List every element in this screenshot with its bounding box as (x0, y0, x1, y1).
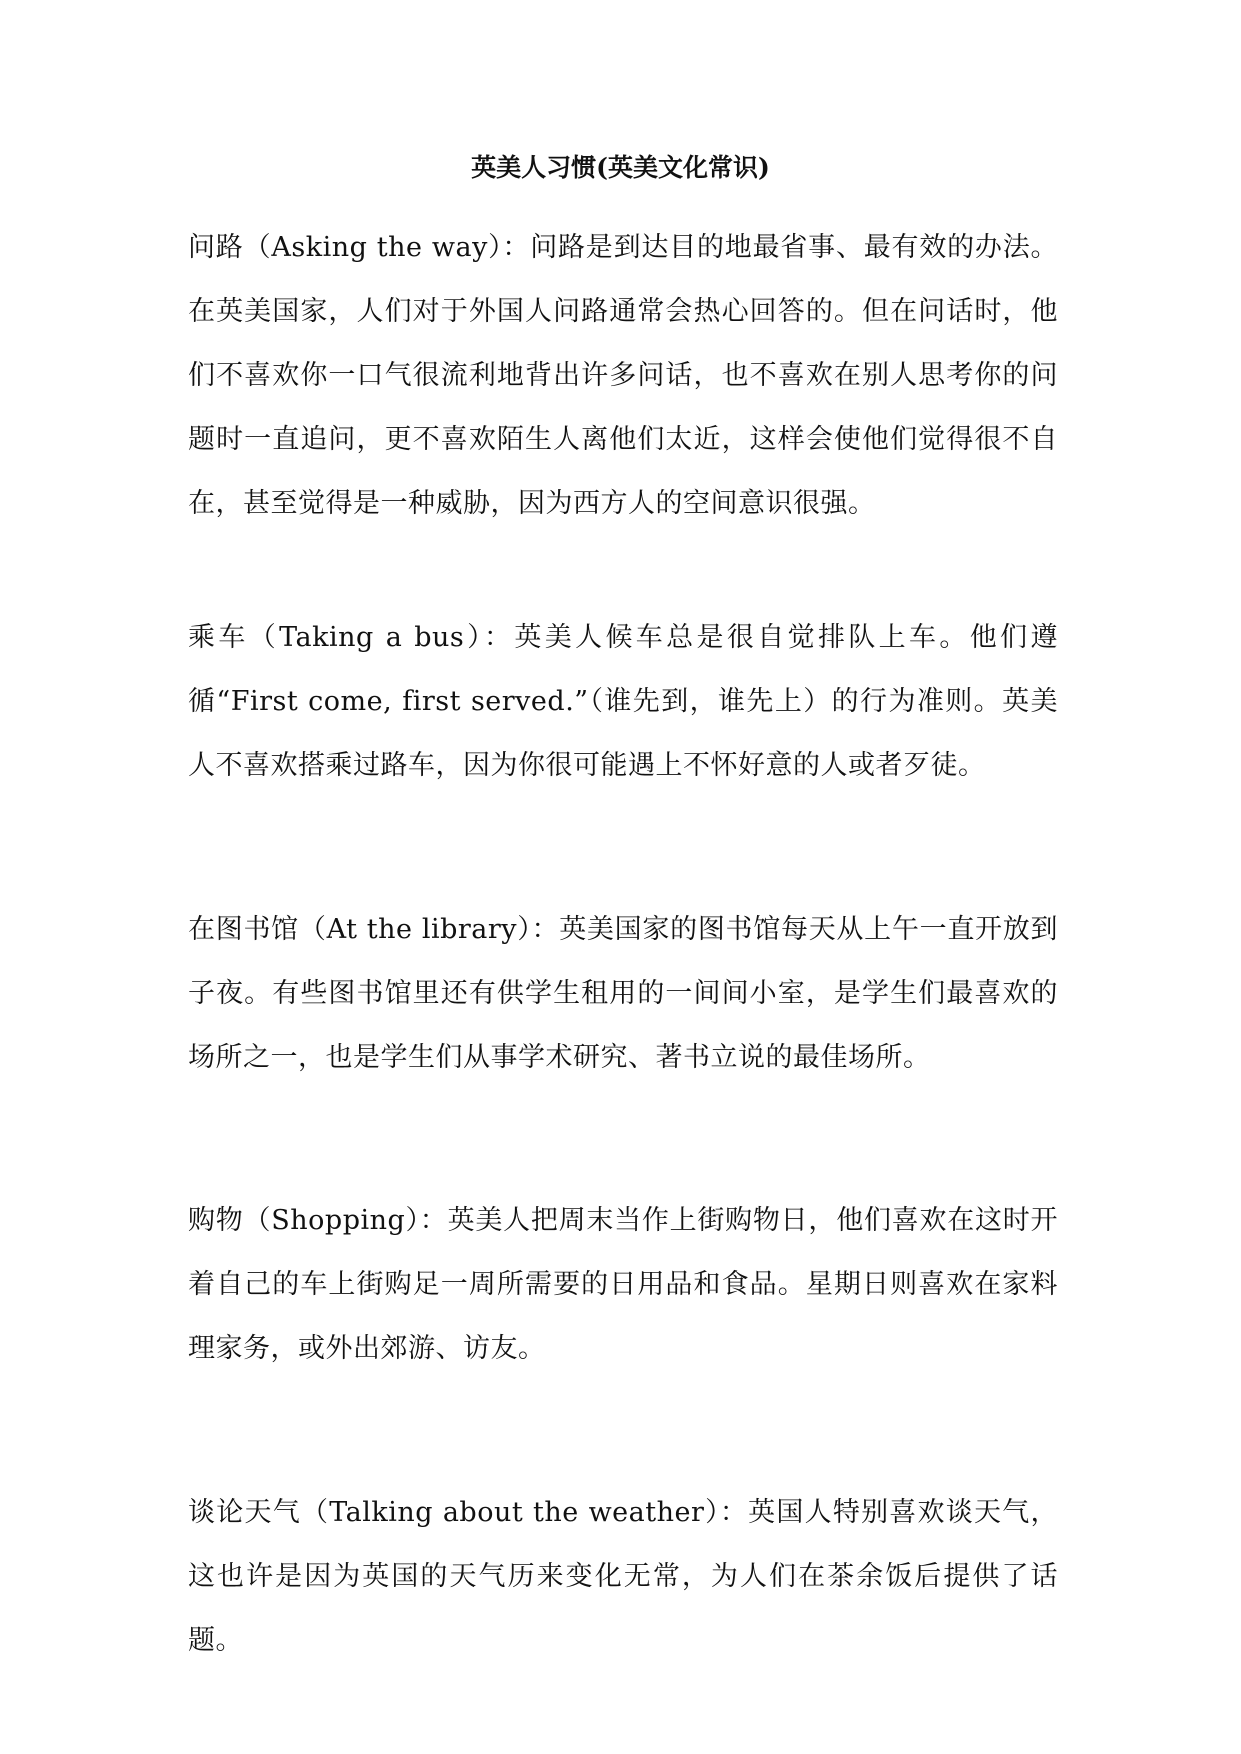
section-asking-the-way (188, 216, 1058, 536)
section-heading: 购物（Shopping）： (188, 1205, 448, 1236)
section-heading: 在图书馆（At the library）： (188, 914, 560, 945)
section-body: 问路是到达目的地最省事、最有效的办法。在英美国家，人们对于外国人问路通常会热心回答的。但在问话时，他们不喜欢你一口气很流利地背出许多问话，也不喜欢在别人思考你的问题时一直追问，更不喜欢陌生人离他们太近，这样会使他们觉得很不自在，甚至觉得是一种威胁，因为西方人的空间意识很强。 (188, 232, 1058, 519)
section-body: 英国人特别喜欢谈天气，这也许是因为英国的天气历来变化无常，为人们在茶余饭后提供了话题。 (188, 1497, 1059, 1656)
page-title: 英美人习惯(英美文化常识) (471, 153, 770, 182)
section-body: 英美国家的图书馆每天从上午一直开放到子夜。有些图书馆里还有供学生租用的一间间小室，是学生们最喜欢的场所之一，也是学生们从事学术研究、著书立说的最佳场所。 (188, 914, 1058, 1073)
section-body: 英美人候车总是很自觉排队上车。他们遵循“First come, first served.”（谁先到，谁先上）的行为准则。英美人不喜欢搭乘过路车，因为你很可能遇上不怀好意的人或者歹徒。 (188, 622, 1058, 781)
section-heading: 谈论天气（Talking about the weather）： (188, 1497, 749, 1528)
section-taking-a-bus (188, 606, 1058, 798)
section-talking-about-weather (188, 1481, 1058, 1673)
section-shopping (188, 1189, 1058, 1381)
section-body: 英美人把周末当作上街购物日，他们喜欢在这时开着自己的车上街购足一周所需要的日用品和食品。星期日则喜欢在家料理家务，或外出郊游、访友。 (188, 1205, 1058, 1364)
section-heading: 问路（Asking the way）： (188, 232, 531, 263)
section-heading: 乘车（Taking a bus）： (188, 622, 515, 653)
section-at-the-library (188, 898, 1058, 1090)
